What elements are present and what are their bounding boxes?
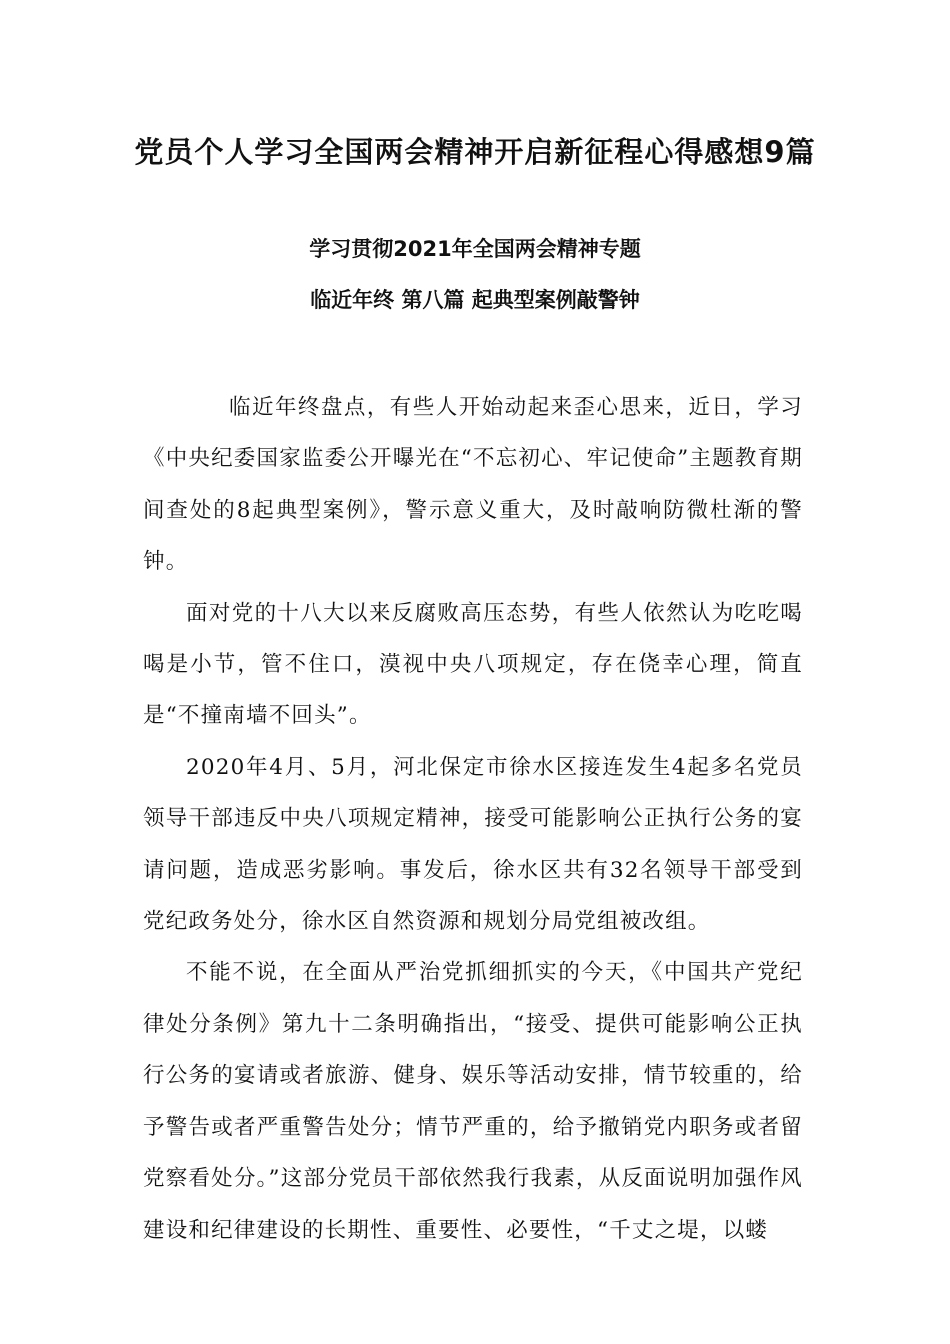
body-paragraph-3: 2020年4月、5月，河北保定市徐水区接连发生4起多名党员领导干部违反中央八项规定精神，接受可能影响公正执行公务的宴请问题，造成恶劣影响。事发后，徐水区共有32名领导干部受到党纪政务处分，徐水区自然资源和规划分局党组被改组。 <box>143 754 803 935</box>
subtitle-line-2: 临近年终 第八篇 起典型案例敲警钟 <box>310 288 640 312</box>
body-paragraph-1: 临近年终盘点，有些人开始动起来歪心思来，近日，学习《中央纪委国家监委公开曝光在“不忘初心、牢记使命”主题教育期间查处的8起典型案例》，警示意义重大，及时敲响防微杜渐的警钟。 <box>143 395 803 575</box>
body-paragraph-4: 不能不说，在全面从严治党抓细抓实的今天，《中国共产党纪律处分条例》第九十二条明确指出，“接受、提供可能影响公正执行公务的宴请或者旅游、健身、娱乐等活动安排，情节较重的，给予警告或者严重警告处分；情节严重的，给予撤销党内职务或者留党察看处分。”这部分党员干部依然我行我素，从反面说明加强作风建设和纪律建设的长期性、重要性、必要性，“千丈之堤，以蝼 <box>143 960 803 1243</box>
body-paragraph-2: 面对党的十八大以来反腐败高压态势，有些人依然认为吃吃喝喝是小节，管不住口，漠视中央八项规定，存在侥幸心理，简直是“不撞南墙不回头”。 <box>143 600 803 729</box>
document-title: 党员个人学习全国两会精神开启新征程心得感想9篇 <box>134 135 816 169</box>
subtitle-line-1: 学习贯彻2021年全国两会精神专题 <box>309 237 641 261</box>
document-body <box>143 382 803 1256</box>
